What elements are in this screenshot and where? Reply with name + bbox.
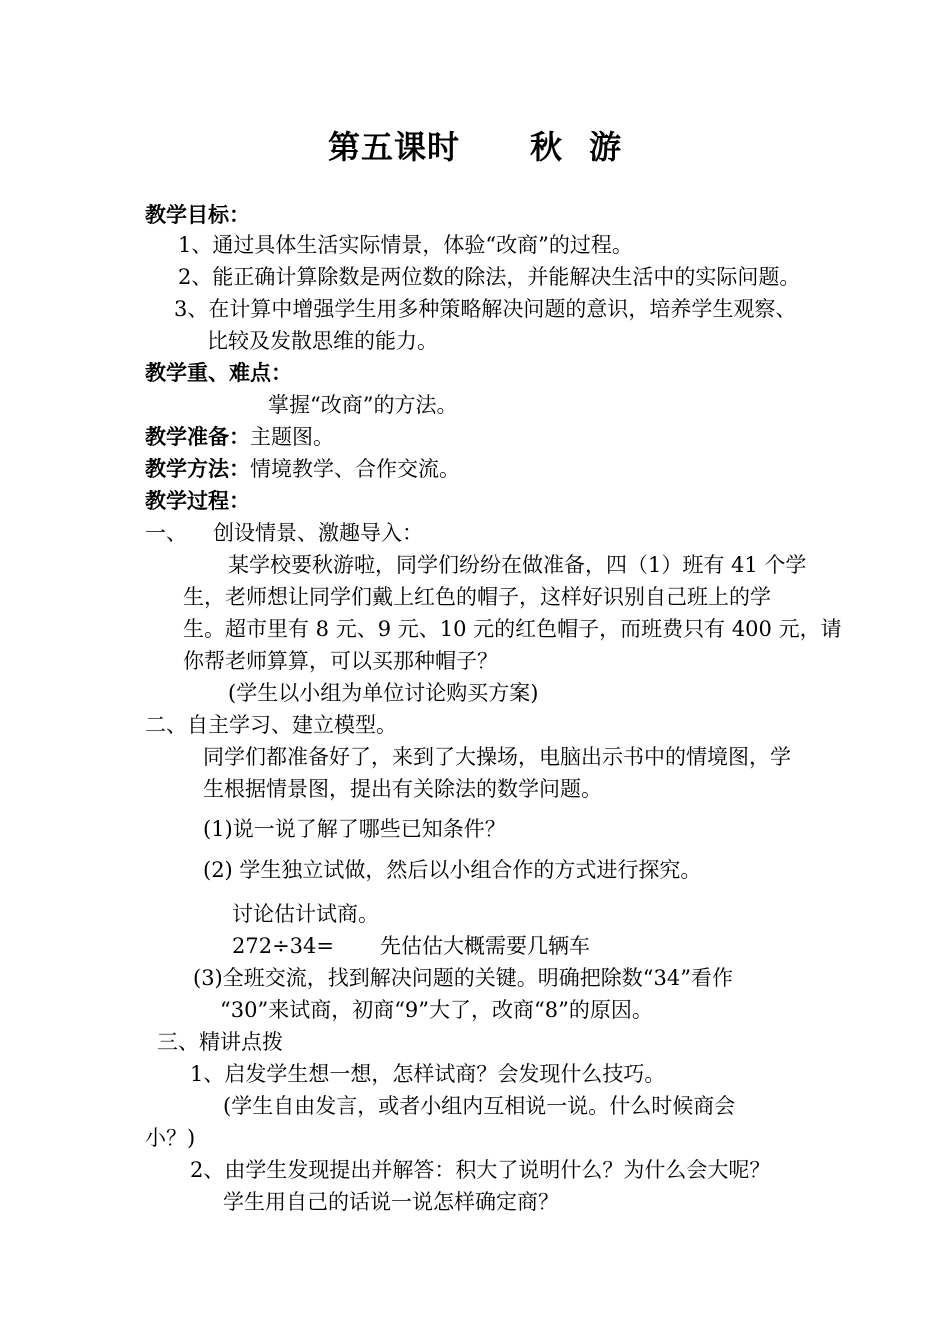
objective-item-3-cont: 比较及发散思维的能力。: [207, 329, 438, 353]
objective-item-2: 2、能正确计算除数是两位数的除法，并能解决生活中的实际问题。: [178, 265, 801, 289]
section1-number: 一、: [145, 521, 187, 545]
section1-paragraph-line-4: 你帮老师算算，可以买那种帽子？: [183, 649, 498, 673]
objective-item-1: 1、通过具体生活实际情景，体验“改商”的过程。: [178, 233, 633, 257]
section1-paragraph-line-3: 生。超市里有 8 元、9 元、10 元的红色帽子，而班费只有 400 元，请: [183, 617, 842, 641]
section2-equation: 272÷34=: [232, 934, 334, 958]
key-points-heading: 教学重、难点：: [145, 360, 292, 385]
section1-title: 创设情景、激趣导入：: [213, 521, 423, 545]
key-points-text: 掌握“改商”的方法。: [268, 393, 458, 417]
section1-paragraph-line-1: 某学校要秋游啦，同学们纷纷在做准备，四（1）班有 41 个学: [228, 553, 807, 577]
preparation-line: [145, 424, 334, 450]
section2-question-3-cont: “30”来试商，初商“9”大了，改商“8”的原因。: [220, 998, 653, 1022]
section1-note: (学生以小组为单位讨论购买方案): [228, 681, 539, 705]
objective-item-3: 3、在计算中增强学生用多种策略解决问题的意识，培养学生观察、: [174, 297, 797, 321]
preparation-heading: 教学准备：: [145, 424, 250, 449]
section3-item-1-note: (学生自由发言，或者小组内互相说一说。什么时候商会: [223, 1094, 736, 1118]
section3-item-2: 2、由学生发现提出并解答：积大了说明什么？为什么会大呢？: [190, 1158, 771, 1182]
section3-item-2-cont: 学生用自己的话说一说怎样确定商？: [223, 1190, 559, 1214]
title-name-2: 游: [589, 128, 623, 166]
process-heading: 教学过程：: [145, 488, 250, 513]
preparation-text: 主题图。: [250, 425, 334, 449]
section3-item-1: 1、启发学生想一想，怎样试商？会发现什么技巧。: [190, 1062, 666, 1086]
section2-paragraph-line-2: 生根据情景图，提出有关除法的数学问题。: [203, 777, 602, 801]
document-title: [0, 122, 950, 168]
section2-question-2: (2) 学生独立试做，然后以小组合作的方式进行探究。: [203, 858, 702, 882]
section2-discuss: 讨论估计试商。: [232, 902, 379, 926]
objectives-heading: 教学目标：: [145, 202, 250, 227]
methods-text: 情境教学、合作交流。: [250, 457, 460, 481]
section2-paragraph-line-1: 同学们都准备好了，来到了大操场，电脑出示书中的情境图，学: [203, 745, 791, 769]
section2-question-3: (3)全班交流，找到解决问题的关键。明确把除数“34”看作: [193, 966, 733, 990]
section2-estimate: 先估估大概需要几辆车: [380, 934, 590, 958]
section2-title: 二、自主学习、建立模型。: [145, 713, 397, 737]
section3-item-1-note-cont: 小？): [145, 1126, 196, 1150]
section1-paragraph-line-2: 生，老师想让同学们戴上红色的帽子，这样好识别自己班上的学: [183, 585, 771, 609]
methods-line: [145, 456, 460, 482]
methods-heading: 教学方法：: [145, 456, 250, 481]
title-name-1: 秋: [529, 128, 563, 166]
section3-title: 三、精讲点拨: [157, 1030, 283, 1054]
section2-question-1: (1)说一说了解了哪些已知条件？: [203, 817, 506, 841]
title-lesson: 第五课时: [327, 128, 460, 166]
